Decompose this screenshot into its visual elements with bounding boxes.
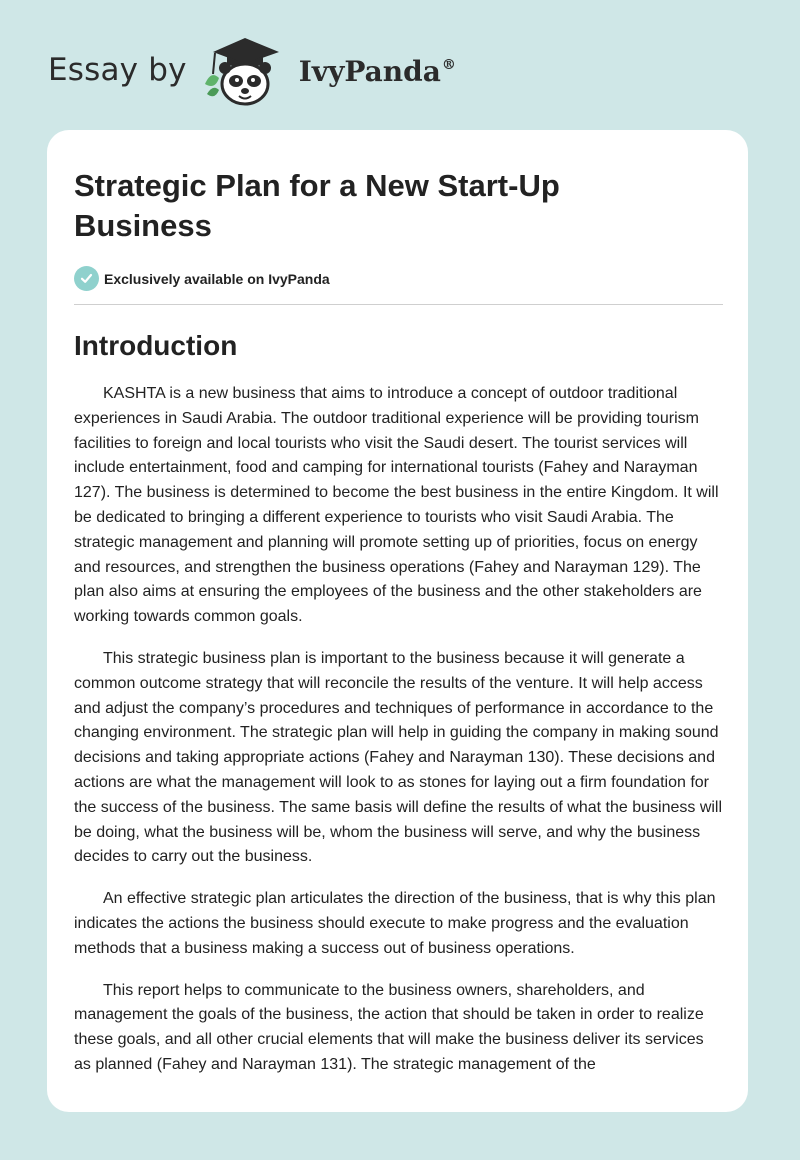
article-card xyxy=(47,130,748,1112)
brand-name[interactable]: IvyPanda® xyxy=(298,54,456,88)
paragraph: KASHTA is a new business that aims to introduce a concept of outdoor traditional experiences in Saudi Arabia. The outdoor traditional experience will be providing tourism facilities to foreign and local tourists who visit the Saudi desert. The tourist services will include entertainment, food and camping for international tourists (Fahey and Narayman 127). The business is determined to become the best business in the entire Kingdom. It will be dedicated to bringing a different experience to tourists who visit Saudi Arabia. The strategic management and planning will promote setting up of priorities, focus on energy and resources, and strengthen the business operations (Fahey and Narayman 129). The plan also aims at ensuring the employees of the business and the other stakeholders are working towards common goals. xyxy=(74,385,719,626)
exclusive-badge xyxy=(74,266,724,291)
panda-graduate-icon[interactable] xyxy=(201,34,293,110)
article-content xyxy=(74,166,724,1078)
paragraph: This report helps to communicate to the business owners, shareholders, and management the goals of the business, the action that should be taken in order to realize these goals, and all other crucial elements that will make the business deliver its services as planned (Fahey and Narayman 131). The strategic management of the xyxy=(74,981,704,1073)
essay-by-label: Essay by xyxy=(48,52,187,88)
paragraph: This strategic business plan is important to the business because it will generate a common outcome strategy that will reconcile the results of the venture. It will help access and adjust the company’s procedures and techniques of performance in accordance to the changing environment. The strategic plan will help in guiding the company in making sound decisions and taking appropriate actions (Fahey and Narayman 130). These decisions and actions are what the management will look to as stones for laying out a firm foundation for the success of the business. The same basis will define the results of what the business will be doing, what the business will be, whom the business will serve, and why the business decides to carry out the business. xyxy=(74,649,723,866)
paragraph: An effective strategic plan articulates the direction of the business, that is why this plan indicates the actions the business should execute to make progress and the evaluation methods that a business making a success out of business operations. xyxy=(74,890,716,957)
registered-mark: ® xyxy=(441,56,456,73)
divider xyxy=(74,304,723,305)
exclusive-label: Exclusively available on IvyPanda xyxy=(104,270,330,287)
article-title: Strategic Plan for a New Start-Up Business xyxy=(74,168,560,243)
section-title: Introduction xyxy=(74,330,238,361)
check-icon xyxy=(74,266,99,291)
site-header xyxy=(48,34,456,110)
